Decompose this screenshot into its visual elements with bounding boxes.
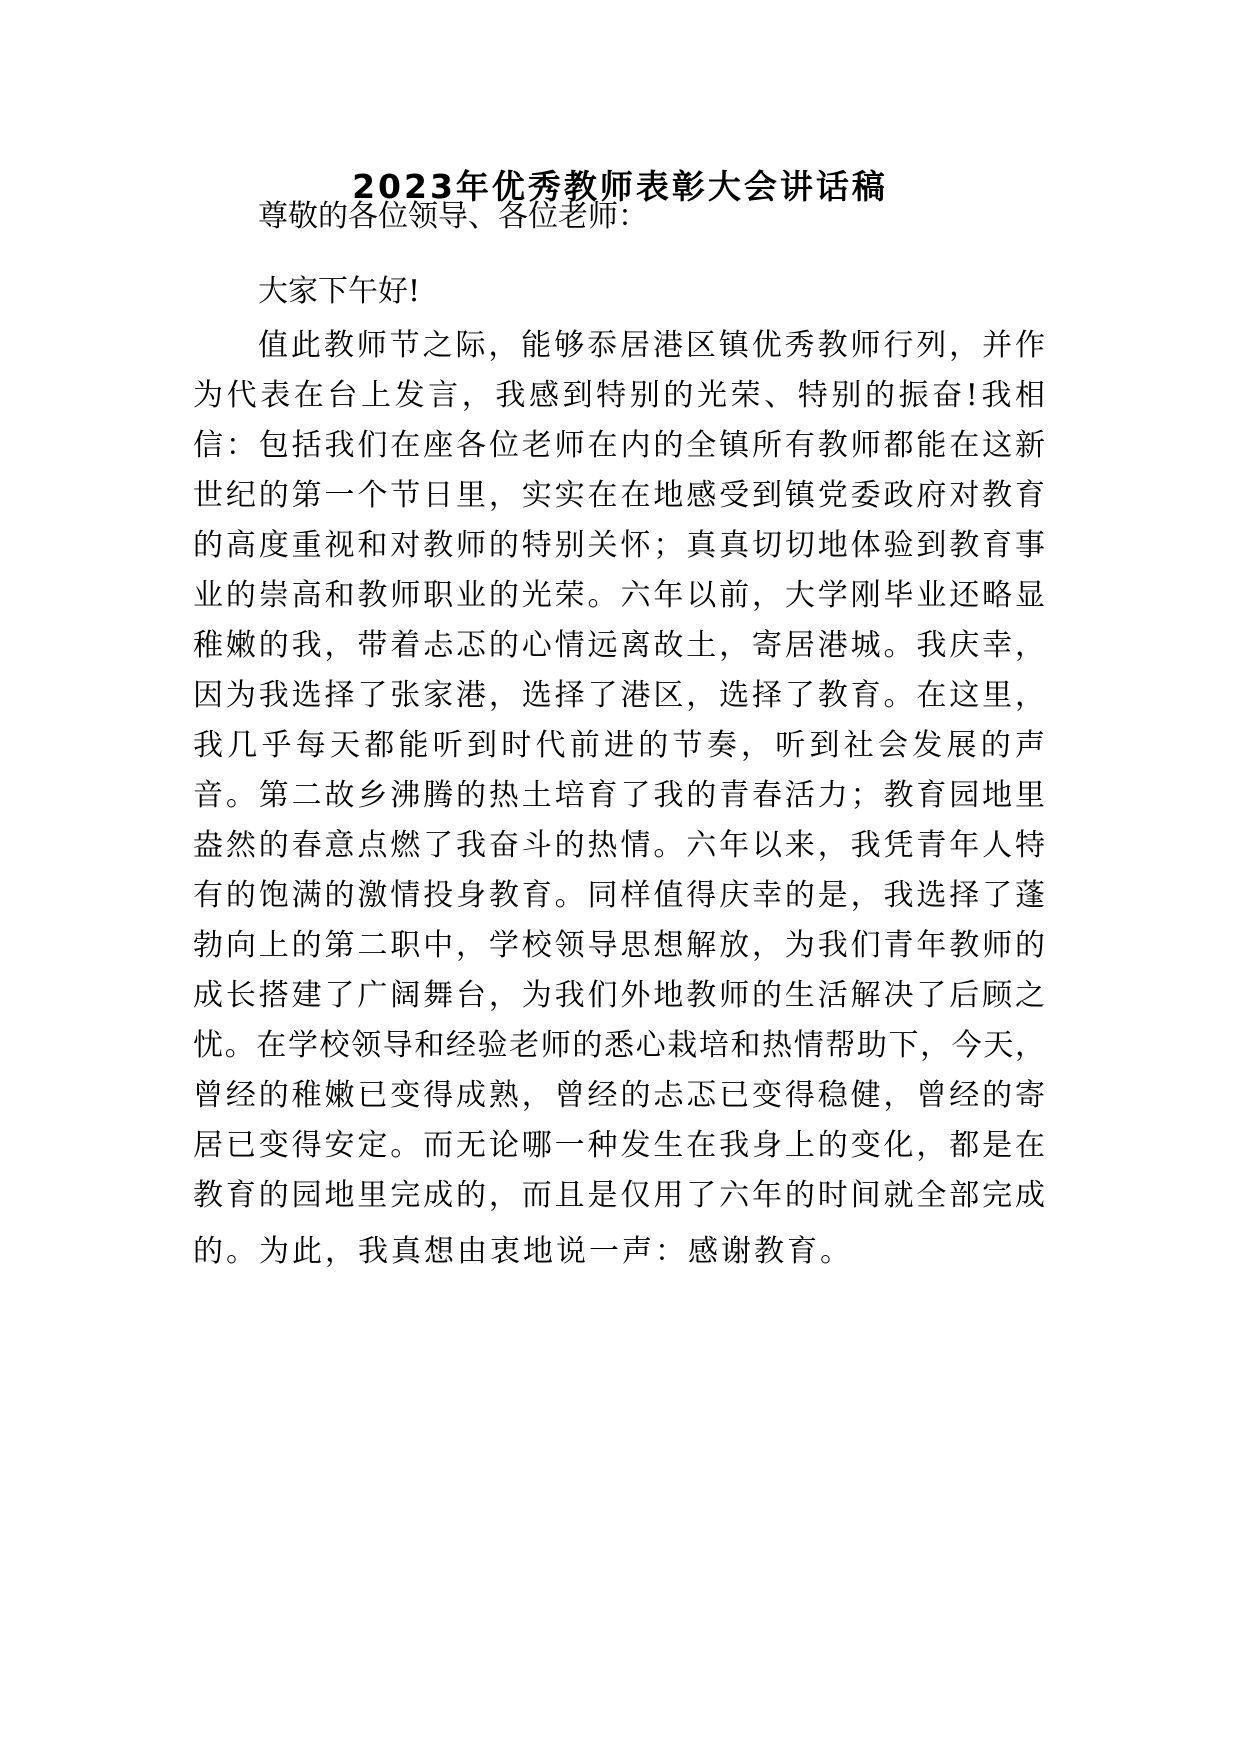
paragraph-line: 忧。在学校领导和经验老师的悉心栽培和热情帮助下，今天， [193,1028,1045,1063]
paragraph-line: 音。第二故乡沸腾的热土培育了我的青春活力；教育园地里 [193,778,1045,813]
paragraph-line: 的高度重视和对教师的特别关怀；真真切切地体验到教育事 [193,528,1045,563]
paragraph-line: 曾经的稚嫩已变得成熟，曾经的忐忑已变得稳健，曾经的寄 [193,1078,1045,1113]
salutation: 尊敬的各位领导、各位老师： [258,199,648,234]
paragraph-line: 世纪的第一个节日里，实实在在地感受到镇党委政府对教育 [193,478,1045,513]
paragraph-line: 盎然的春意点燃了我奋斗的热情。六年以来，我凭青年人特 [193,828,1045,863]
paragraph-line: 勃向上的第二职中，学校领导思想解放，为我们青年教师的 [193,928,1045,963]
greeting: 大家下午好! [258,274,421,309]
paragraph-line: 我几乎每天都能听到时代前进的节奏，听到社会发展的声 [193,728,1045,763]
paragraph-line: 业的崇高和教师职业的光荣。六年以前，大学刚毕业还略显 [193,578,1045,613]
paragraph-line: 为代表在台上发言，我感到特别的光荣、特别的振奋!我相 [193,378,1045,413]
paragraph-line: 教育的园地里完成的，而且是仅用了六年的时间就全部完成 [193,1178,1045,1213]
paragraph-line: 有的饱满的激情投身教育。同样值得庆幸的是，我选择了蓬 [193,878,1045,913]
document-title: 2023年优秀教师表彰大会讲话稿 [352,167,888,206]
paragraph-line: 信：包括我们在座各位老师在内的全镇所有教师都能在这新 [193,428,1045,463]
paragraph-last-line: 的。为此，我真想由衷地说一声：感谢教育。 [193,1234,853,1269]
paragraph-line: 稚嫩的我，带着忐忑的心情远离故土，寄居港城。我庆幸， [193,628,1045,663]
paragraph-line: 成长搭建了广阔舞台，为我们外地教师的生活解决了后顾之 [193,978,1045,1013]
paragraph-line: 居已变得安定。而无论哪一种发生在我身上的变化，都是在 [193,1128,1045,1163]
paragraph-line: 因为我选择了张家港，选择了港区，选择了教育。在这里， [193,678,1045,713]
paragraph-first-line: 值此教师节之际，能够忝居港区镇优秀教师行列，并作 [258,328,1045,363]
